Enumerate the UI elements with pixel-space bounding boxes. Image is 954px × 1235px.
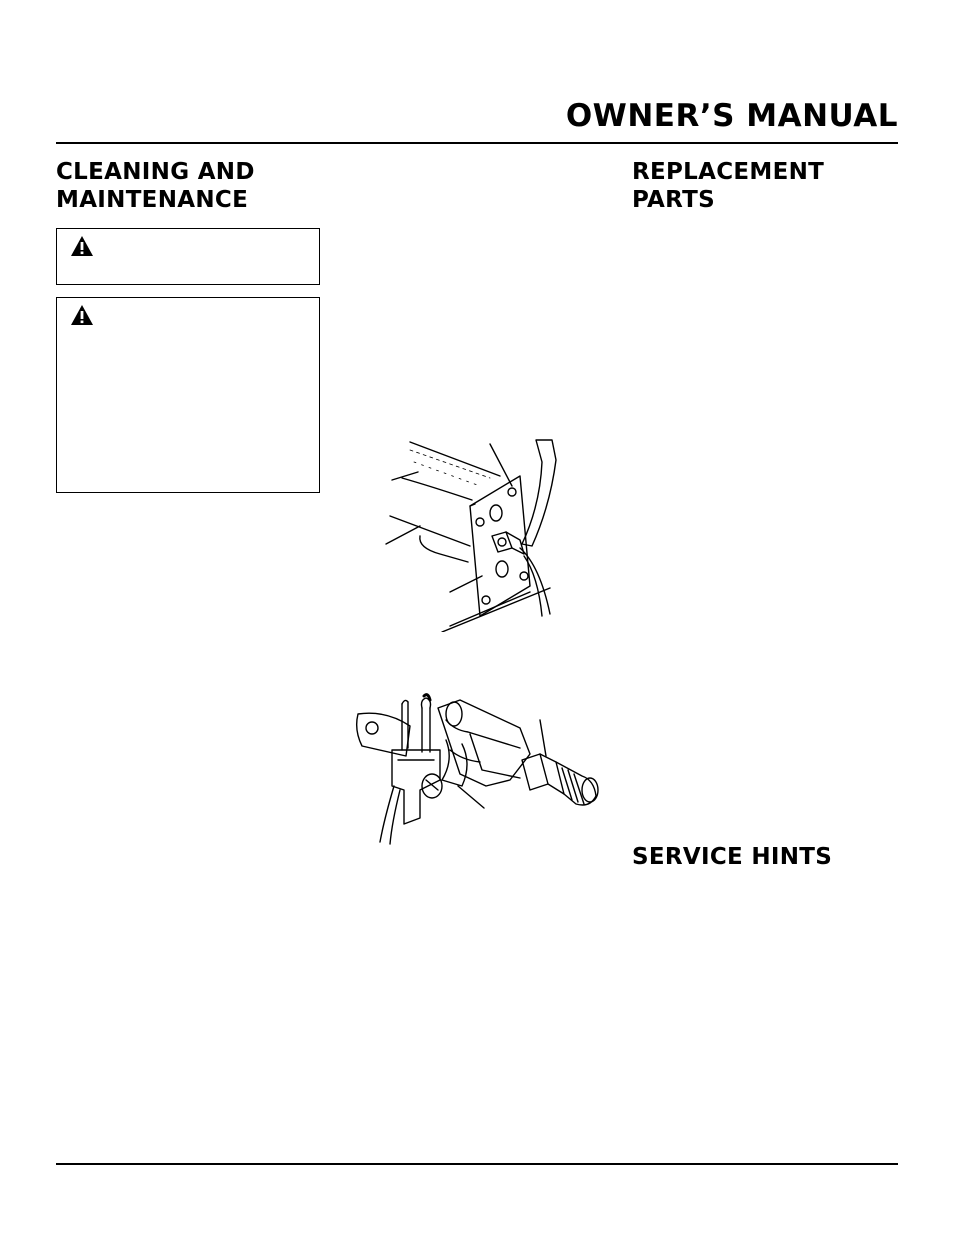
footer-divider — [56, 1163, 898, 1165]
warning-box — [56, 228, 320, 285]
section-heading-service-hints: SERVICE HINTS — [632, 844, 833, 870]
warning-triangle-icon — [70, 235, 94, 257]
warning-box — [56, 297, 320, 493]
page-title: OWNER’S MANUAL — [565, 98, 898, 134]
section-heading-replacement-parts: REPLACEMENT PARTS — [632, 159, 825, 213]
section-heading-cleaning-maintenance: CLEANING AND MAINTENANCE — [56, 159, 255, 213]
warning-triangle-icon — [70, 304, 94, 326]
burner-assembly-illustration — [380, 436, 580, 632]
header-divider — [56, 142, 898, 144]
pilot-assembly-illustration — [350, 690, 612, 850]
